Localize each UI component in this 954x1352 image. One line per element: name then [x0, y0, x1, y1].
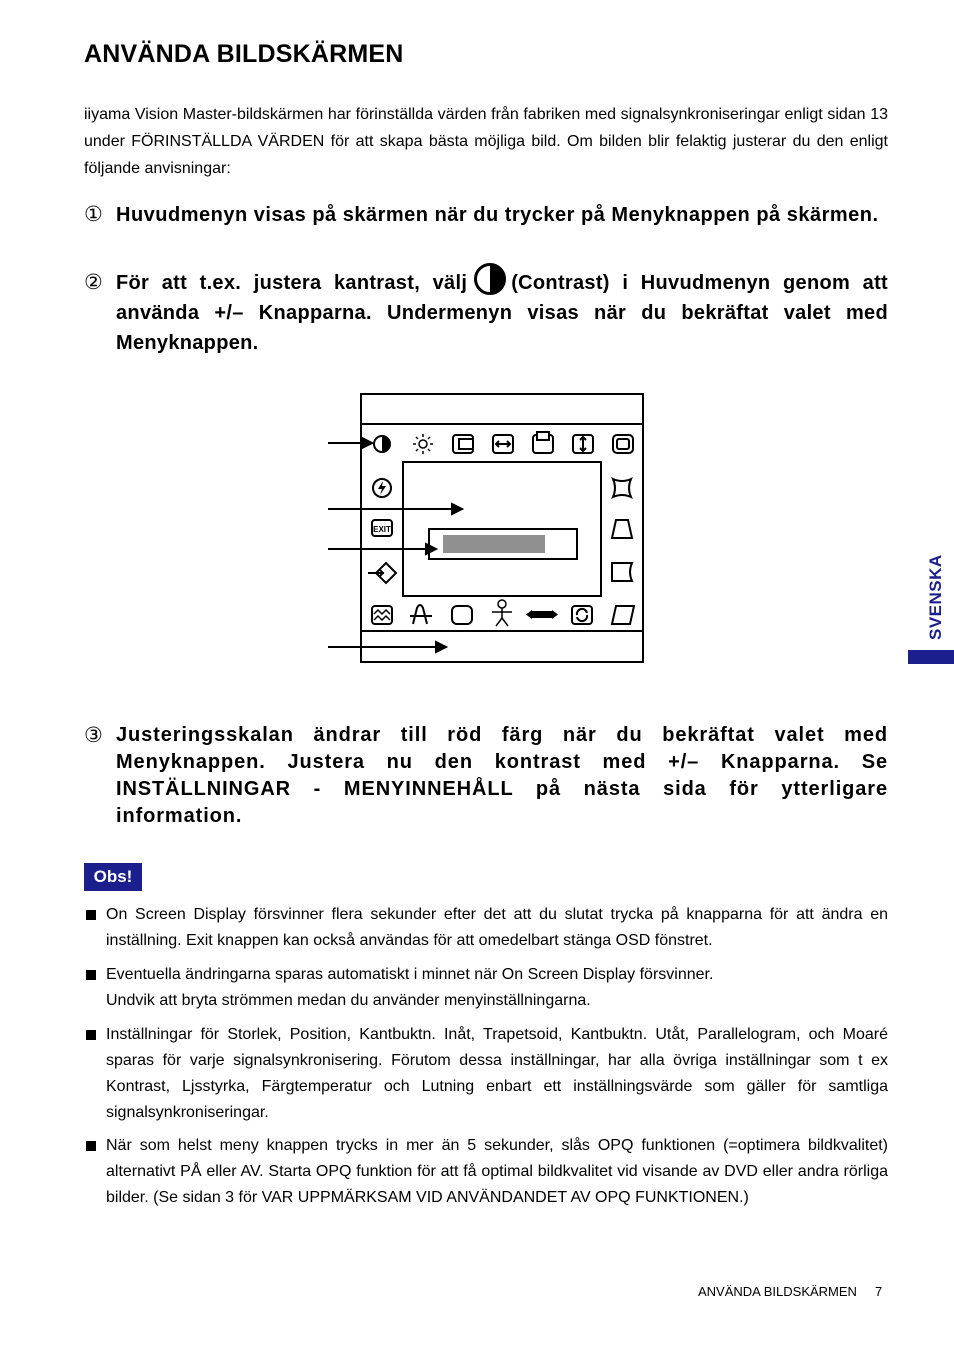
- step-number: ③: [84, 724, 104, 747]
- trapezoid-icon: [612, 520, 632, 538]
- rotation-icon: [572, 606, 592, 624]
- language-side-label: SVENSKA: [926, 554, 945, 640]
- note-text: Undvik att bryta strömmen medan du använder menyinställningarna.: [106, 992, 591, 1009]
- footer-section-title: ANVÄNDA BILDSKÄRMEN: [698, 1284, 857, 1299]
- page-footer: [698, 1284, 882, 1299]
- osd-menu-diagram: [326, 392, 656, 668]
- page-title: ANVÄNDA BILDSKÄRMEN: [84, 40, 404, 68]
- step-number: ①: [84, 203, 104, 226]
- color-icon: [492, 600, 512, 626]
- step-text: Justeringsskalan ändrar till röd färg när du bekräftat valet med Menyknappen. Justera nu den kontrast med +/– Knapparna. Se INSTÄLLNINGAR - MENYINNEHÅLL på nästa sida för ytterligare information.: [116, 724, 888, 827]
- language-side-tab: [908, 540, 954, 664]
- notes-list: [84, 902, 888, 1211]
- moire-icon: [372, 606, 392, 624]
- step-text: [116, 268, 888, 358]
- parallelogram-icon: [612, 606, 634, 624]
- list-item: [84, 962, 888, 1014]
- contrast-icon: [374, 436, 390, 452]
- exit-icon: [372, 520, 392, 536]
- step-1: [84, 201, 888, 229]
- language-icon: [410, 605, 432, 624]
- v-size-icon: [573, 435, 593, 453]
- step-text-before: För att t.ex. justera kantrast, välj: [116, 272, 468, 294]
- osd-position-icon: [452, 606, 472, 624]
- list-item: [84, 1022, 888, 1126]
- page-number: 7: [874, 1284, 883, 1299]
- brightness-icon: [413, 434, 433, 454]
- v-position-icon: [613, 435, 633, 453]
- width-icon: [526, 610, 558, 619]
- list-item: [84, 902, 888, 954]
- note-text: Inställningar för Storlek, Position, Kantbuktn. Inåt, Trapetsoid, Kantbuktn. Utåt, Parallelogram, och Moaré sparas för varje signalsynkronisering. Förutom dessa inställningar, har alla övriga inställningar som t ex Kontrast, Ljsstyrka, Färgtemperatur och Lutning enbart ett inställningsvärde som gäller för samtliga signalsynkroniseringar.: [106, 1026, 888, 1121]
- note-text: Eventuella ändringarna sparas automatiskt i minnet när On Screen Display försvinner.: [106, 966, 714, 983]
- opq-icon: [373, 479, 391, 497]
- step-3: [84, 722, 888, 830]
- adjustment-scale-bar: [443, 535, 545, 553]
- bullet-icon: [86, 1030, 96, 1040]
- bullet-icon: [86, 1141, 96, 1151]
- bullet-icon: [86, 910, 96, 920]
- note-text: On Screen Display försvinner flera sekunder efter det att du slutat trycka på knapparna för att ändra en inställning. Exit knappen kan också användas för att omedelbart stänga OSD fönstret.: [106, 906, 888, 949]
- pin-balance-icon: [612, 563, 632, 581]
- recall-icon: [368, 563, 396, 583]
- bullet-icon: [86, 970, 96, 980]
- h-position-icon: [533, 432, 553, 453]
- step-text: Huvudmenyn visas på skärmen när du trycker på Menyknappen på skärmen.: [116, 204, 879, 226]
- contrast-icon: [473, 262, 507, 296]
- step-text-after: (Contrast) i Huvudmenyn genom att använda +/– Knapparna. Undermenyn visas när du bekräftat valet med Menyknappen.: [116, 272, 889, 354]
- list-item: [84, 1133, 888, 1211]
- h-size-icon: [493, 435, 513, 453]
- note-text: När som helst meny knappen trycks in mer än 5 sekunder, slås OPQ funktionen (=optimera bildkvalitet) alternativt PÅ eller AV. Starta OPQ funktion för att få optimal bildkvalitet vid visande av DVD eller andra rörliga bilder. (Se sidan 3 för VAR UPPMÄRKSAM VID ANVÄNDANDET AV OPQ FUNKTIONEN.): [106, 1137, 888, 1206]
- size-icon: [453, 435, 473, 453]
- language-side-bar: [908, 650, 954, 664]
- step-2: [84, 268, 888, 358]
- step-number: ②: [84, 271, 104, 294]
- obs-badge: Obs!: [84, 863, 142, 891]
- intro-paragraph: iiyama Vision Master-bildskärmen har förinställda värden från fabriken med signalsynkroniseringar enligt sidan 13 under FÖRINSTÄLLDA VÄRDEN för att skapa bästa möjliga bild. Om bilden blir felaktig justerar du den enligt följande anvisningar:: [84, 106, 888, 177]
- pincushion-icon: [613, 479, 631, 497]
- exit-icon-label: EXIT: [373, 525, 391, 534]
